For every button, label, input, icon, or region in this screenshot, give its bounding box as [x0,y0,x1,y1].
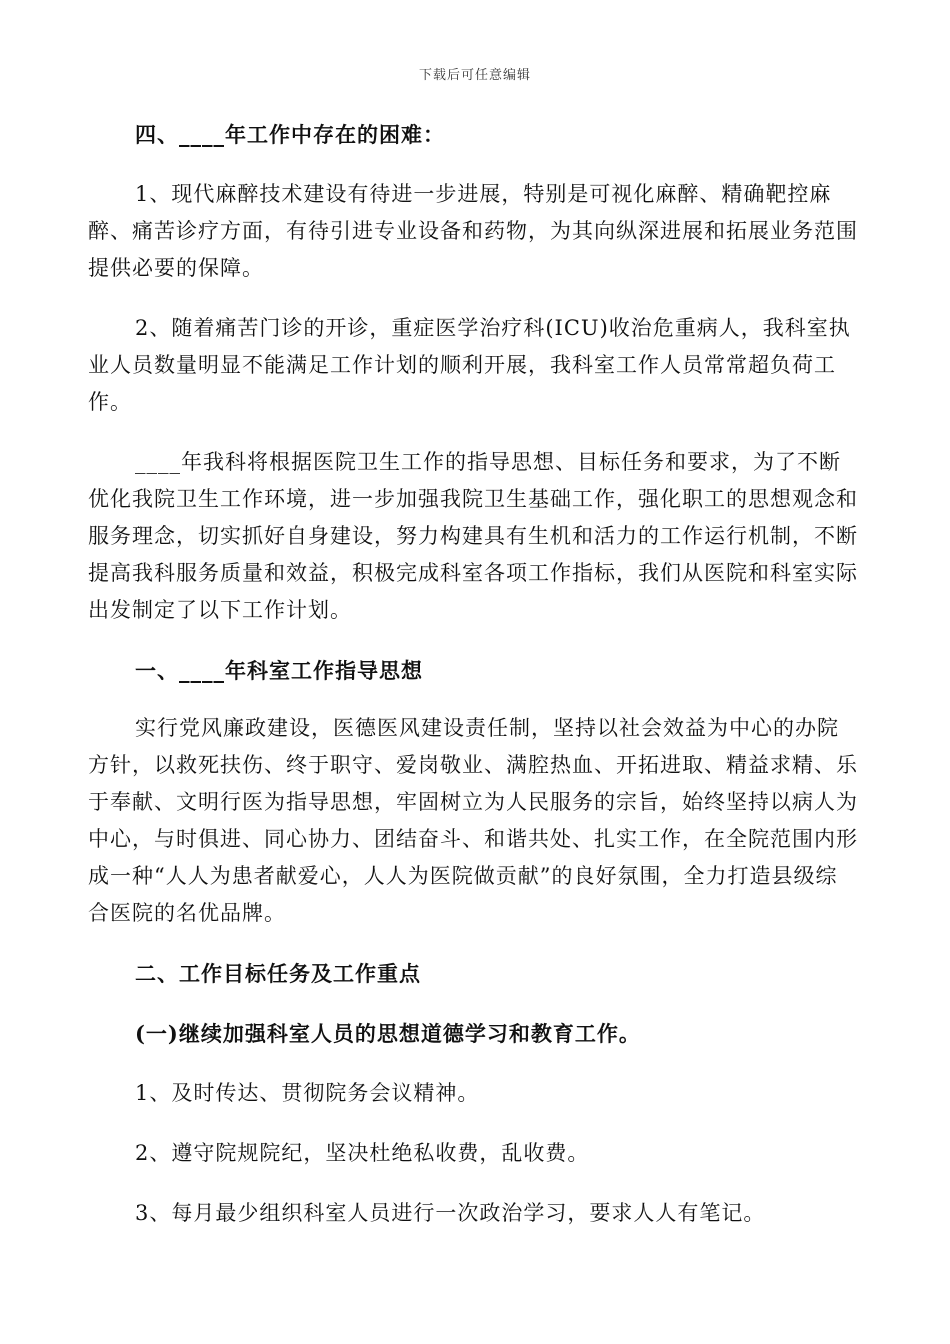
paragraph-guiding-thought: 实行党风廉政建设，医德医风建设责任制，坚持以社会效益为中心的办院方针，以救死扶伤、终于职守、爱岗敬业、满腔热血、开拓进取、精益求精、乐于奉献、文明行医为指导思想，牢固树立为人民服务的宗旨，始终坚持以病人为中心，与时俱进、同心协力、团结奋斗、和谐共处、扎实工作，在全院范围内形成一种“人人为患者献爱心，人人为医院做贡献”的良好氛围，全力打造县级综合医院的名优品牌。 [88,716,858,925]
list-item-3: 3、每月最少组织科室人员进行一次政治学习，要求人人有笔记。 [135,1201,766,1225]
subsection-heading-1: (一)继续加强科室人员的思想道德学习和教育工作。 [135,1021,641,1046]
list-item-2: 2、遵守院规院纪，坚决杜绝私收费，乱收费。 [135,1141,590,1165]
paragraph-item-2: 2、随着痛苦门诊的开诊，重症医学治疗科(ICU)收治危重病人，我科室执业人员数量明显不能满足工作计划的顺利开展，我科室工作人员常常超负荷工作。 [88,316,851,414]
paragraph-plan-intro: ____年我科将根据医院卫生工作的指导思想、目标任务和要求，为了不断优化我院卫生工作环境，进一步加强我院卫生基础工作，强化职工的思想观念和服务理念，切实抓好自身建设，努力构建具有生机和活力的工作运行机制，不断提高我科服务质量和效益，积极完成科室各项工作指标，我们从医院和科室实际出发制定了以下工作计划。 [88,450,858,622]
paragraph-item-1: 1、现代麻醉技术建设有待进一步进展，特别是可视化麻醉、精确靶控麻醉、痛苦诊疗方面，有待引进专业设备和药物，为其向纵深进展和拓展业务范围提供必要的保障。 [88,182,858,280]
section-heading-guiding-thought: 一、____年科室工作指导思想 [135,658,423,683]
document-body [88,116,858,1232]
section-heading-goals: 二、工作目标任务及工作重点 [135,961,421,986]
list-item-1: 1、及时传达、贯彻院务会议精神。 [135,1081,480,1105]
section-heading-difficulties: 四、____年工作中存在的困难： [135,122,445,147]
page-header: 下载后可任意编辑 [418,68,531,83]
